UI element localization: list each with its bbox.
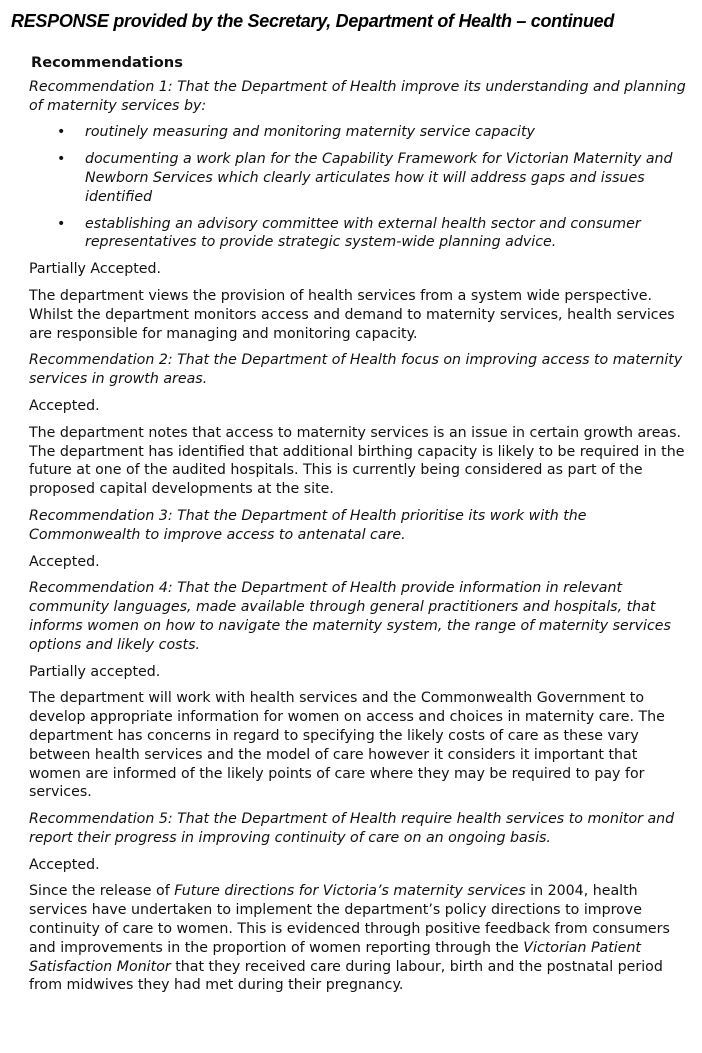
response-status: Accepted. (29, 553, 100, 570)
response-paragraph: The department will work with health services and the Commonwealth Government to develop appropriate information for women on access and choices in maternity care. The department has concerns in regard to specifying the likely costs of care as these vary between health services and the model of care however it considers it important that women are informed of the likely points of care where they may be required to pay for services. (29, 690, 665, 801)
response-status: Accepted. (29, 856, 100, 873)
recommendation-2: Recommendation 2: That the Department of Health focus on improving access to maternity services in growth areas. (29, 352, 683, 388)
response-paragraph: The department views the provision of health services from a system wide perspective. Whilst the department monitors access and demand to maternity services, health services are responsible for managing and monitoring capacity. (29, 287, 675, 342)
response-paragraph: The department notes that access to maternity services is an issue in certain growth areas. The department has identified that additional birthing capacity is likely to be required in the future at one of the audited hospitals. This is currently being considered as part of the proposed capital developments at the site. (29, 424, 685, 498)
response-status: Partially Accepted. (29, 261, 162, 278)
document-body (29, 54, 689, 1003)
list-item: • establishing an advisory committee with external health sector and consumer representatives to provide strategic system-wide planning advice. (57, 215, 641, 251)
bullet-icon: • (57, 215, 66, 232)
section-heading: Recommendations (31, 54, 183, 71)
recommendation-3: Recommendation 3: That the Department of Health prioritise its work with the Commonwealth to improve access to antenatal care. (29, 507, 587, 543)
recommendation-4: Recommendation 4: That the Department of Health provide information in relevant community languages, made available through general practitioners and hospitals, that informs women on how to navigate the maternity system, the range of maternity services options and likely costs. (29, 580, 671, 653)
list-item: • documenting a work plan for the Capability Framework for Victorian Maternity and Newborn Services which clearly articulates how it will address gaps and issues identified (57, 151, 673, 205)
recommendation-5: Recommendation 5: That the Department of Health require health services to monitor and report their progress in improving continuity of care on an ongoing basis. (29, 811, 675, 846)
list-item: • routinely measuring and monitoring maternity service capacity (57, 124, 535, 141)
response-paragraph: Since the release of Future directions for Victoria’s maternity services in 2004, health services have undertaken to implement the department’s policy directions to improve continuity of care to women. This is evidenced through positive feedback from consumers and improvements in the proportion of women reporting through the Victorian Patient Satisfaction Monitor that they received care during labour, birth and the postnatal period from midwives they had met during their pregnancy. (29, 883, 670, 994)
bullet-icon: • (57, 124, 66, 141)
recommendation-1-list (29, 123, 689, 252)
bullet-icon: • (57, 151, 66, 168)
publication-title: Victorian Patient Satisfaction Monitor (29, 939, 641, 975)
response-status: Accepted. (29, 397, 100, 414)
page-header: RESPONSE provided by the Secretary, Department of Health – continued (11, 11, 615, 31)
response-status: Partially accepted. (29, 663, 161, 680)
publication-title: Future directions for Victoria’s maternity services (174, 883, 526, 900)
recommendation-1: Recommendation 1: That the Department of Health improve its understanding and planning of maternity services by: (29, 78, 686, 114)
